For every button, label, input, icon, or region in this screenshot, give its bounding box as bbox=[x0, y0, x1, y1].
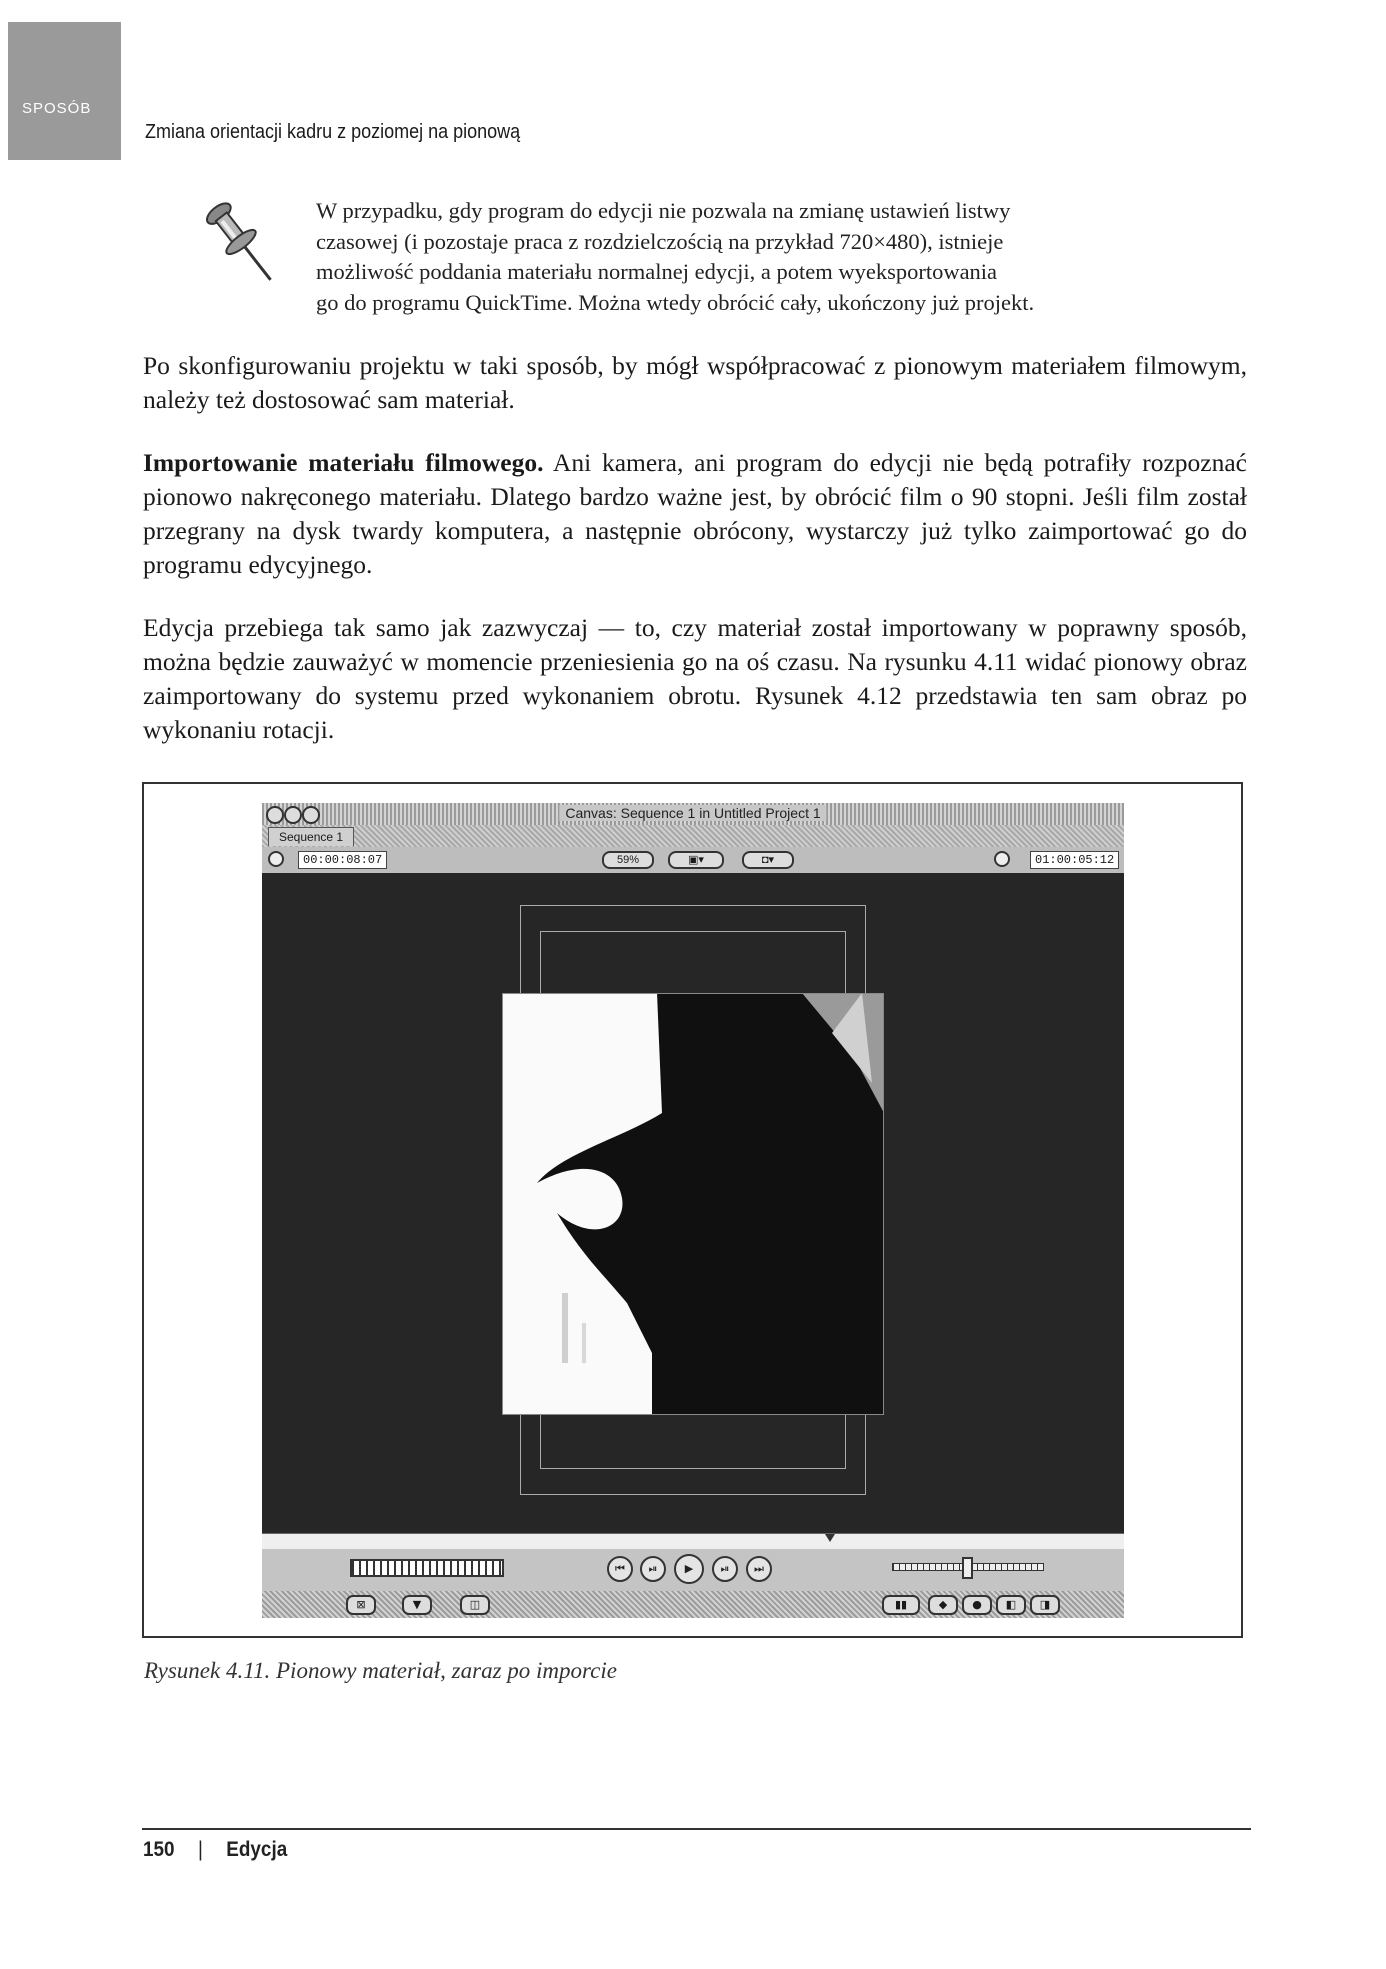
duration-clock-icon bbox=[268, 851, 284, 867]
edit-buttons-bar bbox=[262, 1591, 1124, 1618]
go-to-start-icon[interactable]: ⏮ bbox=[607, 1556, 633, 1582]
duration-timecode[interactable]: 00:00:08:07 bbox=[298, 851, 387, 869]
mark-clip-icon[interactable]: ▮▮ bbox=[882, 1595, 920, 1615]
canvas-controlbar bbox=[262, 847, 1124, 873]
add-keyframe-icon[interactable]: ◆ bbox=[928, 1595, 958, 1615]
view-popup-icon[interactable]: ▣▾ bbox=[668, 851, 724, 869]
paragraph-2-lead: Importowanie materiału filmowego. bbox=[143, 448, 544, 477]
minimize-icon[interactable] bbox=[284, 806, 302, 824]
window-title: Canvas: Sequence 1 in Untitled Project 1 bbox=[559, 805, 826, 821]
go-to-end-icon[interactable]: ⏭ bbox=[746, 1556, 772, 1582]
pushpin-icon bbox=[196, 192, 286, 292]
action-safe-line bbox=[502, 993, 884, 1415]
section-name: Edycja bbox=[226, 1838, 288, 1861]
overwrite-edit-icon[interactable]: ▼ bbox=[402, 1595, 432, 1615]
add-marker-icon[interactable]: ● bbox=[962, 1595, 992, 1615]
play-icon[interactable]: ▶ bbox=[674, 1554, 704, 1584]
section-tab-number: 42. bbox=[1348, 122, 1376, 144]
paragraph-3: Edycja przebiega tak samo jak zazwyczaj — to, czy materiał został importowany w poprawny sposób, można będzie zauważyć w momencie przeniesienia go na oś czasu. Na rysunku 4.11 widać pionowy obraz zaimportowany do systemu przed wykonaniem obrotu. Rysunek 4.12 przedstawia ten sam obraz po wykonaniu rotacji. bbox=[143, 613, 1247, 744]
canvas-viewer[interactable] bbox=[262, 873, 1124, 1533]
jog-knob[interactable] bbox=[962, 1557, 973, 1579]
page-number: 150 bbox=[143, 1838, 175, 1861]
close-icon[interactable] bbox=[266, 806, 284, 824]
mark-in-icon[interactable]: ◧ bbox=[996, 1595, 1026, 1615]
sequence-tabbar bbox=[262, 825, 1124, 847]
section-tab-label: SPOSÓB bbox=[22, 100, 92, 117]
insert-edit-icon[interactable]: ⊠ bbox=[346, 1595, 376, 1615]
paragraph-2: Importowanie materiału filmowego. Ani kamera, ani program do edycji nie będą potrafiły rozpoznać pionowo nakręconego materiału. Dlatego bardzo ważne jest, by obrócić film o 90 stopni. Jeśli film został przegrany na dysk twardy komputera, a następnie obrócony, wystarczy już tylko zaimportować go do programu edycyjnego. bbox=[143, 448, 1247, 579]
footer-separator: | bbox=[197, 1838, 203, 1861]
zoom-popup[interactable]: 59% bbox=[602, 851, 654, 869]
mark-out-icon[interactable]: ◨ bbox=[1030, 1595, 1060, 1615]
play-around-icon[interactable]: ⏯ bbox=[712, 1556, 738, 1582]
paragraph-1: Po skonfigurowaniu projektu w taki sposób, by mógł współpracować z pionowym materiałem filmowym, należy też dostosować sam materiał. bbox=[143, 351, 1247, 414]
current-clock-icon bbox=[994, 851, 1010, 867]
playhead-icon[interactable] bbox=[825, 1534, 835, 1542]
figure-caption: Rysunek 4.11. Pionowy materiał, zaraz po imporcie bbox=[144, 1658, 617, 1683]
shuttle-control[interactable] bbox=[350, 1559, 504, 1577]
note-text: W przypadku, gdy program do edycji nie pozwala na zmianę ustawień listwy czasowej (i pozostaje praca z rozdzielczością na przykład 720×480), istnieje możliwość poddania materiału normalnej edycji, a potem wyeksportowania go do programu QuickTime. Można wtedy obrócić cały, ukończony już projekt. bbox=[316, 198, 1035, 315]
page-footer bbox=[143, 1838, 287, 1862]
running-title: Zmiana orientacji kadru z poziomej na pionową bbox=[145, 121, 521, 143]
section-tab bbox=[8, 22, 121, 160]
canvas-window-screenshot bbox=[262, 803, 1124, 1618]
zoom-icon[interactable] bbox=[302, 806, 320, 824]
timeline-scrubber[interactable] bbox=[262, 1533, 1124, 1550]
replace-edit-icon[interactable]: ◫ bbox=[460, 1595, 490, 1615]
current-timecode[interactable]: 01:00:05:12 bbox=[1030, 851, 1119, 869]
overlay-popup-icon[interactable]: ◘▾ bbox=[742, 851, 794, 869]
transport-controls bbox=[262, 1549, 1124, 1591]
window-titlebar bbox=[262, 803, 1124, 825]
footer-rule bbox=[142, 1828, 1251, 1830]
play-in-out-icon[interactable]: ⏯ bbox=[640, 1556, 666, 1582]
sequence-tab[interactable]: Sequence 1 bbox=[268, 827, 354, 846]
